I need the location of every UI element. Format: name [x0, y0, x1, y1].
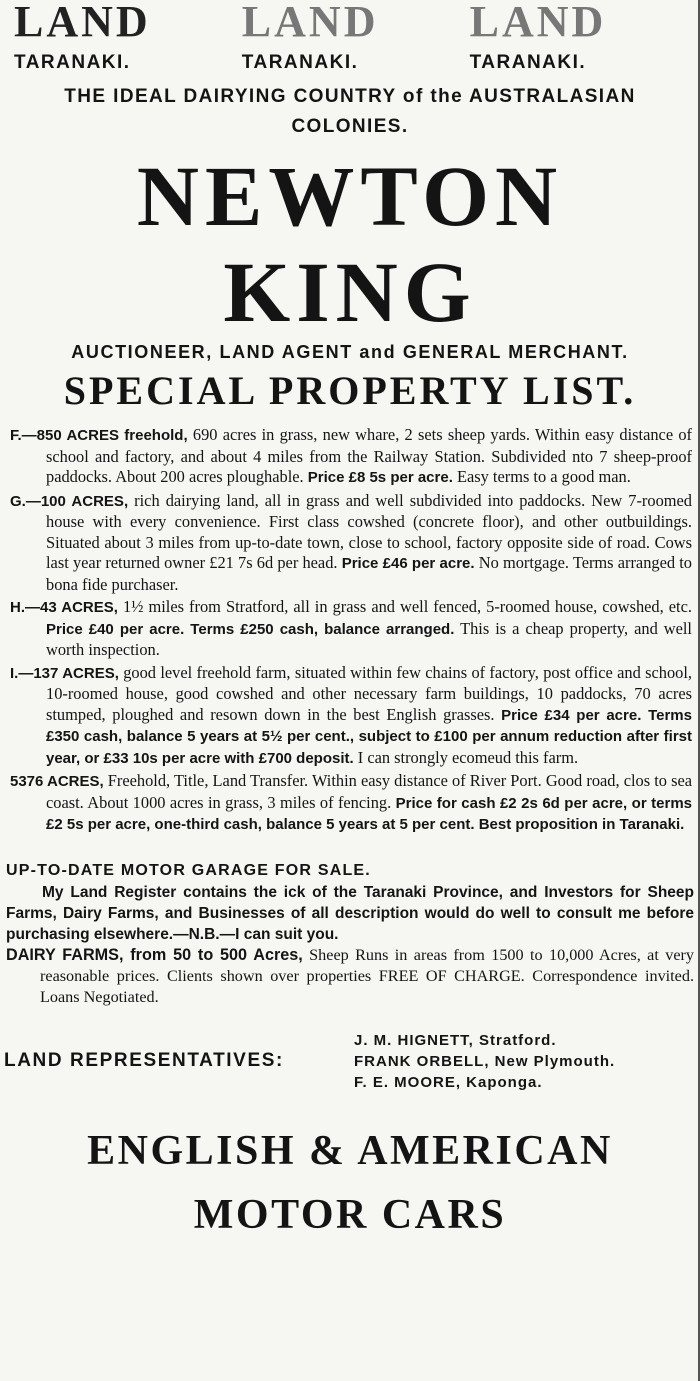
land-heading: LAND	[241, 0, 379, 46]
cars-heading-line2: MOTOR CARS	[193, 1191, 507, 1238]
listing-f	[10, 425, 693, 489]
listing-price: Price £34 per acre. Terms £350 cash, balance 5 years at 5½ per cent., subject to £100 per annum reduction after first year, or £33 10s per acre with £700 deposit.	[46, 706, 692, 767]
dairy-lead: DAIRY FARMS, from 50 to 500 Acres,	[6, 945, 303, 964]
listing-price: Price for cash £2 2s 6d per acre, or terms £2 5s per acre, one-third cash, balance 5 years at 5 per cent. Best proposition in Taranaki.	[46, 794, 693, 833]
listing-price: Price £40 per acre. Terms £250 cash, balance arranged.	[46, 620, 455, 638]
listing-body: 1½ miles from Stratford, all in grass and well fenced, 5-roomed house, cowshed, etc.	[117, 597, 692, 616]
listing-i	[10, 662, 692, 770]
listing-price: Price £46 per acre.	[341, 555, 475, 572]
listing-body-end: No mortgage. Terms arranged to bona fide purchaser.	[46, 553, 692, 594]
motor-garage-heading: UP-TO-DATE MOTOR GARAGE FOR SALE.	[6, 861, 371, 879]
listing-lead: —100 ACRES,	[25, 492, 129, 510]
listing-body: 690 acres in grass, new whare, 2 sets sheep yards. Within easy distance of school and factory, and about 4 miles from the Railway Station. Subdivided nto 7 sheep-proof paddocks. About 200 acres ploughable.	[46, 425, 693, 486]
representative-hignett: J. M. HIGNETT, Stratford.	[354, 1031, 557, 1049]
trade-description: AUCTIONEER, LAND AGENT and GENERAL MERCHANT.	[71, 342, 629, 362]
listing-lead: 5376 ACRES,	[10, 773, 104, 790]
listing-body: good level freehold farm, situated within few chains of factory, post office and school, 10-roomed house, good cowshed and other necessary farm buildings, 10 paddocks, 70 acres stumped, ploughed and resown down in the best English grasses.	[46, 662, 692, 724]
listing-lead: —137 ACRES,	[18, 664, 119, 682]
listing-body-end: Easy terms to a good man.	[452, 467, 631, 486]
listing-g	[10, 490, 692, 596]
firm-name: NEWTON KING	[136, 148, 564, 340]
cars-heading-line1: ENGLISH & AMERICAN	[87, 1127, 613, 1174]
representatives-label: LAND REPRESENTATIVES:	[4, 1050, 284, 1071]
listing-price: Price £8 5s per acre.	[307, 469, 453, 486]
land-headers	[0, 0, 700, 74]
list-title: SPECIAL PROPERTY LIST.	[63, 368, 637, 413]
representative-moore: F. E. MOORE, Kaponga.	[354, 1073, 543, 1091]
listing-lead: —850 ACRES freehold,	[21, 427, 188, 444]
land-register-notice: My Land Register contains the ick of the Taranaki Province, and Investors for Sheep Farms, Dairy Farms, and Businesses of all description would do well to consult me before purchasing elsewhere.—N.B.—I can suit you.	[6, 883, 694, 943]
representative-orbell: FRANK ORBELL, New Plymouth.	[354, 1052, 616, 1070]
dairy-body: Sheep Runs in areas from 1500 to 10,000 Acres, at very reasonable prices. Clients shown over properties FREE OF CHARGE. Correspondence invited. Loans Negotiated.	[40, 945, 694, 1006]
land-header-3	[470, 0, 694, 74]
listing-body-end: I can strongly ecomeud this farm.	[353, 747, 579, 767]
land-heading: LAND	[469, 0, 607, 46]
land-representatives	[4, 1030, 694, 1093]
listing-code: G.	[10, 492, 26, 510]
listing-5376	[10, 771, 693, 836]
land-header-1	[14, 0, 238, 74]
representatives-list	[354, 1030, 615, 1093]
region-label: TARANAKI.	[241, 52, 359, 73]
listing-body: rich dairying land, all in grass and well subdivided into paddocks. New 7-roomed house with every convenience. First class cowshed (concrete floor), and other outbuildings. Situated about 3 miles from up-to-date town, close to school, factory opposite side of road. Cows last year returned owner £21 7s 6d per head.	[46, 490, 692, 572]
listing-body-end: This is a cheap property, and well worth inspection.	[46, 618, 692, 659]
listing-lead: —43 ACRES,	[25, 599, 118, 616]
listing-code: H.	[10, 599, 25, 616]
region-label: TARANAKI.	[469, 52, 587, 73]
listing-body: Freehold, Title, Land Transfer. Within easy distance of River Port. Good road, clos to sea coast. About 1000 acres in grass, 3 miles of fencing.	[46, 771, 692, 812]
listing-code: I.	[10, 664, 19, 682]
dairy-farms-notice	[6, 945, 694, 1008]
land-header-2	[242, 0, 466, 74]
region-label: TARANAKI.	[14, 52, 131, 73]
tagline: THE IDEAL DAIRYING COUNTRY of the AUSTRALASIAN COLONIES.	[64, 86, 636, 137]
listing-h	[10, 597, 692, 661]
listing-code: F.	[10, 427, 22, 444]
land-heading: LAND	[14, 0, 151, 46]
